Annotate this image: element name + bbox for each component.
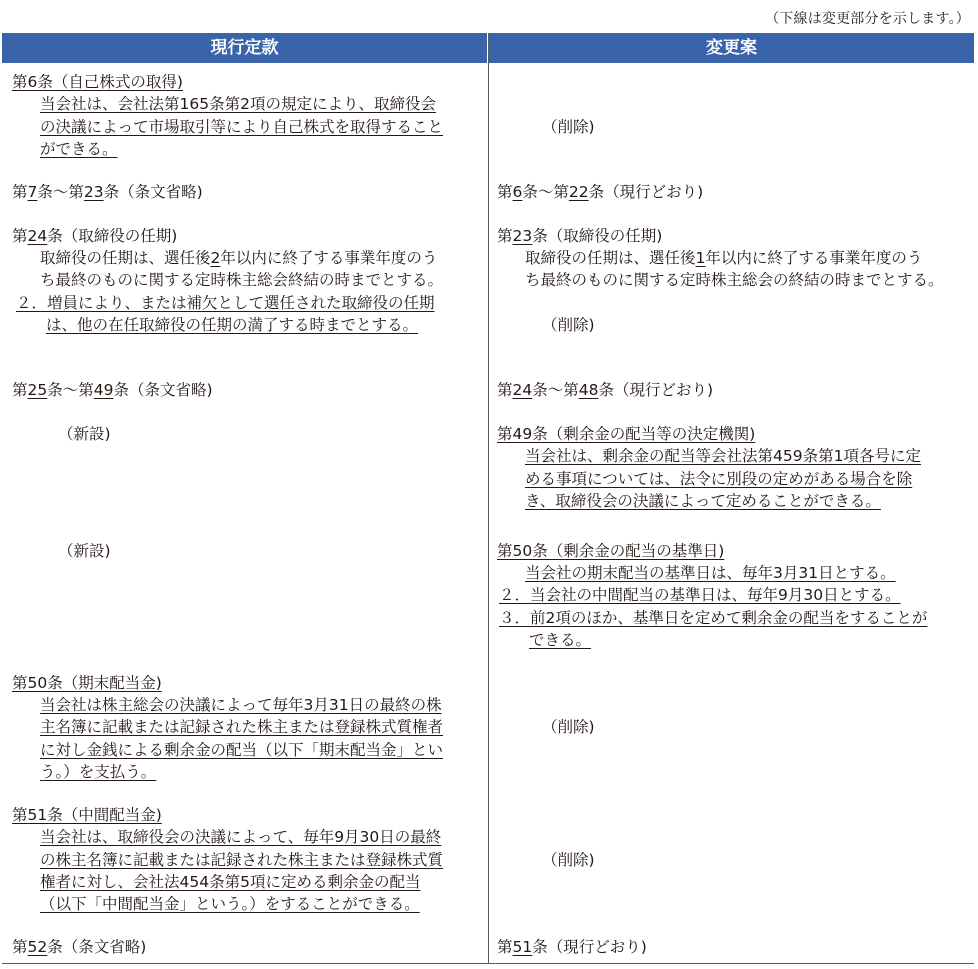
- proposed-deleted-2: （削除): [542, 316, 595, 334]
- current-art24-line2: ち最終のものに関する定時株主総会終結の時までとする。: [40, 271, 444, 289]
- changed-number: 24: [27, 227, 48, 245]
- text-fragment: 条（取締役の任期): [532, 227, 663, 245]
- changed-number: 48: [578, 381, 599, 399]
- text-fragment: 第: [12, 938, 28, 956]
- changed-number: 1: [695, 249, 706, 267]
- text-fragment: 条～第: [522, 183, 569, 201]
- changed-number: 49: [93, 381, 114, 399]
- proposed-art50-line3: ３．前2項のほか、基準日を定めて剰余金の配当をすることが: [499, 609, 928, 627]
- proposed-deleted-1: （削除): [542, 118, 595, 136]
- text-fragment: 条（現行どおり): [588, 183, 704, 201]
- current-art50-title: 第50条（期末配当金): [12, 674, 162, 692]
- text-fragment: 条～第: [47, 381, 94, 399]
- changed-number: 51: [512, 938, 533, 956]
- current-art6-line1: 当会社は、会社法第165条第2項の規定により、取締役会: [40, 95, 436, 113]
- current-new2: （新設): [58, 542, 111, 560]
- text-fragment: 条（条文省略): [47, 938, 147, 956]
- proposed-art50-line2: ２．当会社の中間配当の基準日は、毎年9月30日とする。: [499, 586, 901, 604]
- amendment-comparison-table: [2, 33, 974, 964]
- current-art50-line1: 当会社は株主総会の決議によって毎年3月31日の最終の株: [40, 696, 442, 714]
- text-fragment: 第: [12, 183, 28, 201]
- text-fragment: 年以内に終了する事業年度のう: [705, 249, 923, 267]
- current-art24-line3: ２．増員により、または補欠として選任された取締役の任期: [16, 294, 435, 312]
- changed-number: 24: [512, 381, 533, 399]
- text-fragment: 条（取締役の任期): [47, 227, 178, 245]
- proposed-art24-48: [497, 380, 713, 402]
- current-new1: （新設): [58, 425, 111, 443]
- current-art51-line4: （以下「中間配当金」という。）をすることができる。: [40, 895, 420, 913]
- changed-number: 2: [210, 249, 221, 267]
- text-fragment: 取締役の任期は、選任後: [525, 249, 696, 267]
- proposed-art6-22: [497, 182, 703, 204]
- text-fragment: 条（条文省略): [103, 183, 203, 201]
- proposed-art50-line1: 当会社の期末配当の基準日は、毎年3月31日とする。: [525, 564, 896, 582]
- proposed-art49-line3: き、取締役会の決議によって定めることができる。: [525, 492, 881, 510]
- text-fragment: 第: [12, 227, 28, 245]
- changed-number: 52: [27, 938, 48, 956]
- current-art51-line1: 当会社は、取締役会の決議によって、毎年9月30日の最終: [40, 828, 442, 846]
- proposed-art23-line2: ち最終のものに関する定時株主総会の終結の時までとする。: [525, 271, 944, 289]
- text-fragment: 条（現行どおり): [532, 938, 647, 956]
- current-art6-title: 第6条（自己株式の取得): [12, 73, 183, 91]
- current-art51-line2: の株主名簿に記載または記録された株主または登録株式質: [40, 851, 444, 869]
- text-fragment: 条（現行どおり): [598, 381, 714, 399]
- proposed-art23-title: [497, 226, 662, 248]
- header-current: 現行定款: [2, 33, 487, 63]
- current-art50-line3: に対し金銭による剰余金の配当（以下「期末配当金」とい: [40, 741, 444, 759]
- current-art51-title: 第51条（中間配当金): [12, 806, 162, 824]
- proposed-art51: [497, 937, 647, 959]
- text-fragment: 条（条文省略): [113, 381, 213, 399]
- current-art6-line2: の決議によって市場取引等により自己株式を取得すること: [40, 118, 444, 136]
- text-fragment: 条～第: [37, 183, 84, 201]
- text-fragment: 取締役の任期は、選任後: [40, 249, 211, 267]
- changed-number: 7: [27, 183, 38, 201]
- changed-number: 25: [27, 381, 48, 399]
- current-art50-line4: う。）を支払う。: [40, 763, 157, 781]
- proposed-art23-line1: [525, 248, 922, 270]
- changed-number: 23: [83, 183, 104, 201]
- changed-number: 23: [512, 227, 533, 245]
- text-fragment: 第: [12, 381, 28, 399]
- text-fragment: 条～第: [532, 381, 579, 399]
- proposed-column: [2, 33, 974, 963]
- proposed-deleted-4: （削除): [542, 851, 595, 869]
- text-fragment: 年以内に終了する事業年度のう: [220, 249, 438, 267]
- proposed-art49-line2: める事項については、法令に別段の定めがある場合を除: [525, 470, 913, 488]
- proposed-art49-title: 第49条（剰余金の配当等の決定機関): [497, 425, 756, 443]
- changed-number: 6: [512, 183, 523, 201]
- proposed-deleted-3: （削除): [542, 718, 595, 736]
- current-art50-line2: 主名簿に記載または記録された株主または登録株式質権者: [40, 718, 444, 736]
- underline-note: （下線は変更部分を示します。）: [765, 11, 970, 27]
- proposed-art50-title: 第50条（剰余金の配当の基準日): [497, 542, 725, 560]
- proposed-art49-line1: 当会社は、剰余金の配当等会社法第459条第1項各号に定: [525, 447, 921, 465]
- text-fragment: 第: [497, 227, 513, 245]
- text-fragment: 第: [497, 938, 513, 956]
- header-proposed: 変更案: [489, 33, 974, 63]
- text-fragment: 第: [497, 381, 513, 399]
- current-art6-line3: ができる。: [40, 140, 118, 158]
- changed-number: 22: [568, 183, 589, 201]
- text-fragment: 第: [497, 183, 513, 201]
- proposed-art50-line4: できる。: [529, 631, 592, 649]
- current-art51-line3: 権者に対し、会社法454条第5項に定める剰余金の配当: [40, 873, 421, 891]
- current-art24-line4: は、他の在任取締役の任期の満了する時までとする。: [46, 316, 419, 334]
